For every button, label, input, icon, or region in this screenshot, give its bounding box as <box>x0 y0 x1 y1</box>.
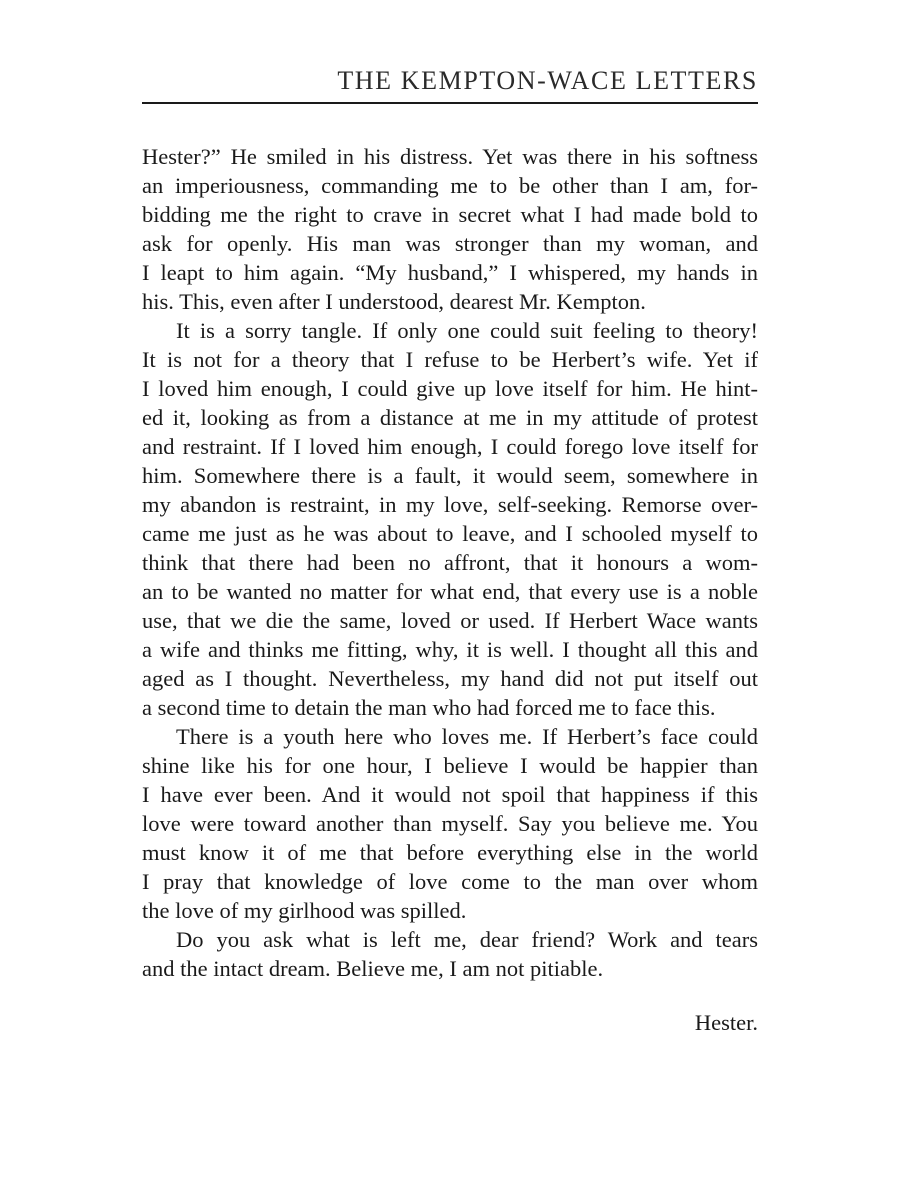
text-line: I leapt to him again. “My husband,” I whispered, my hands in <box>142 260 758 285</box>
paragraph-2 <box>142 316 758 722</box>
text-line: There is a youth here who loves me. If Herbert’s face could <box>176 724 758 749</box>
signature: Hester. <box>694 1010 758 1035</box>
text-line: aged as I thought. Nevertheless, my hand did not put itself out <box>142 666 758 691</box>
letter-body <box>142 142 758 983</box>
text-line: a second time to detain the man who had forced me to face this. <box>142 695 716 720</box>
text-line: Hester?” He smiled in his distress. Yet was there in his softness <box>142 144 758 169</box>
text-line: him. Somewhere there is a fault, it would seem, somewhere in <box>142 463 758 488</box>
text-line: bidding me the right to crave in secret what I had made bold to <box>142 202 758 227</box>
text-line: must know it of me that before everything else in the world <box>142 840 758 865</box>
text-line: came me just as he was about to leave, and I schooled myself to <box>142 521 758 546</box>
text-line: I have ever been. And it would not spoil that happiness if this <box>142 782 758 807</box>
text-line: a wife and thinks me fitting, why, it is well. I thought all this and <box>142 637 758 662</box>
paragraph-1 <box>142 142 758 316</box>
text-line: his. This, even after I understood, dearest Mr. Kempton. <box>142 289 646 314</box>
text-line: ed it, looking as from a distance at me in my attitude of protest <box>142 405 758 430</box>
text-line: and restraint. If I loved him enough, I could forego love itself for <box>142 434 758 459</box>
running-title: THE KEMPTON-WACE LETTERS <box>337 66 758 95</box>
text-line: Do you ask what is left me, dear friend? Work and tears <box>176 927 758 952</box>
text-line: love were toward another than myself. Say you believe me. You <box>142 811 758 836</box>
text-line: shine like his for one hour, I believe I would be happier than <box>142 753 758 778</box>
text-line: It is not for a theory that I refuse to be Herbert’s wife. Yet if <box>142 347 758 372</box>
text-line: I pray that knowledge of love come to the man over whom <box>142 869 758 894</box>
running-header <box>142 62 758 104</box>
text-line: think that there had been no affront, that it honours a wom- <box>142 550 758 575</box>
text-line: an imperiousness, commanding me to be other than I am, for- <box>142 173 758 198</box>
text-line: ask for openly. His man was stronger than my woman, and <box>142 231 758 256</box>
text-line: an to be wanted no matter for what end, that every use is a noble <box>142 579 758 604</box>
text-line: I loved him enough, I could give up love itself for him. He hint- <box>142 376 758 401</box>
text-line: the love of my girlhood was spilled. <box>142 898 467 923</box>
text-line: my abandon is restraint, in my love, self-seeking. Remorse over- <box>142 492 758 517</box>
text-line: It is a sorry tangle. If only one could suit feeling to theory! <box>176 318 758 343</box>
paragraph-3 <box>142 722 758 925</box>
text-line: use, that we die the same, loved or used. If Herbert Wace wants <box>142 608 758 633</box>
paragraph-4 <box>142 925 758 983</box>
text-line: and the intact dream. Believe me, I am not pitiable. <box>142 956 604 981</box>
